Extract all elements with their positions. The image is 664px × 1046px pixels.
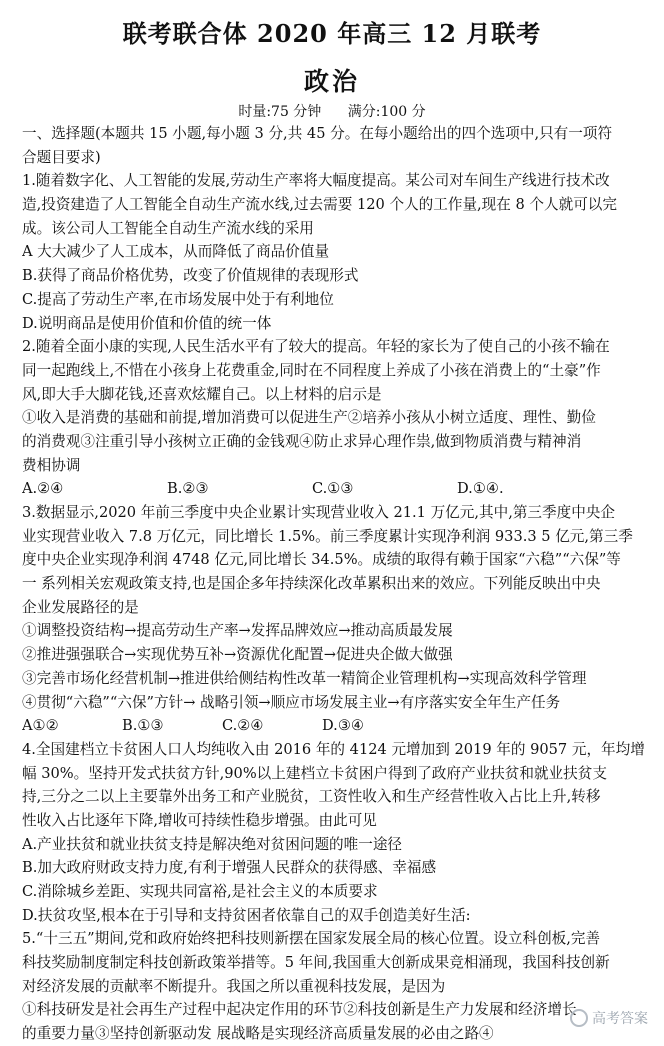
- time-limit: 时量:75 分钟: [238, 104, 322, 120]
- text-line: 科技奖励制度制定科技创新政策举措等。5 年间,我国重大创新成果竞相涌现，我国科技创新: [22, 954, 610, 972]
- statement-line: ④贯彻“六稳”“六保”方针→ 战略引领→顺应市场发展主业→有序落实安全年生产任务: [22, 693, 561, 711]
- question-4-stem: 4.全国建档立卡贫困人口人均纯收入由 2016 年的 4124 元增加到 2019 年的 9057 元，年均增: [22, 740, 645, 758]
- option-b: B.①③: [122, 717, 164, 735]
- watermark-text: 高考答案: [592, 1011, 648, 1027]
- option-c: C.②④: [222, 717, 264, 735]
- text-line: 业实现营业收入 7.8 万亿元，同比增长 1.5%。前三季度累计实现净利润 933.3 5 亿元,第三季: [22, 527, 633, 545]
- subject-title: 政治: [303, 67, 360, 96]
- question-3-stem: 3.数据显示,2020 年前三季度中央企业累计实现营业收入 21.1 万亿元,其中,第三季度中央企: [22, 504, 615, 521]
- option-b: B.加大政府财政支持力度,有利于增强人民群众的获得感、幸福感: [22, 859, 437, 877]
- text-line: 幅 30%。坚持开发式扶贫方针,90%以上建档立卡贫困户得到了政府产业扶贫和就业扶贫支: [22, 764, 607, 782]
- statement-line: ①收入是消费的基础和前提,增加消费可以促进生产②培养小孩从小树立适度、理性、勤俭: [22, 409, 596, 427]
- statement-line: ③完善市场化经营机制→推进供给侧结构性改革一精简企业管理机构→实现高效科学管理: [22, 669, 587, 687]
- full-score: 满分:100 分: [347, 104, 426, 120]
- option-d: D.①④.: [457, 480, 504, 498]
- section-heading: 一、选择题(本题共 15 小题,每小题 3 分,共 45 分。在每小题给出的四个选项中,只有一项符: [22, 125, 613, 142]
- text-line: 同一起跑线上,不惜在小孩身上花费重金,同时在不同程度上养成了小孩在消费上的“土豪”作: [22, 361, 601, 379]
- question-5-stem: 5.“十三五”期间,党和政府始终把科技则新摆在国家发展全局的核心位置。设立科创板,完善: [22, 930, 601, 948]
- text-line: 一 系列相关宏观政策支持,也是国企多年持续深化改革累积出来的效应。下列能反映出中央: [22, 575, 601, 593]
- question-2-stem: 2.随着全面小康的实现,人民生活水平有了较大的提高。年轻的家长为了使自己的小孩不输在: [22, 338, 610, 356]
- statement-line: ②推进强强联合→实现优势互补→资源优化配置→促进央企做大做强: [22, 646, 453, 664]
- option-b: B.②③: [167, 480, 209, 498]
- option-c: C.提高了劳动生产率,在市场发展中处于有利地位: [22, 290, 334, 308]
- question-2-options: [22, 477, 648, 501]
- watermark: [570, 1008, 648, 1028]
- statement-line: 费相协调: [22, 456, 81, 474]
- exam-title: 联考联合体 2020 年高三 12 月联考: [122, 19, 542, 48]
- wechat-icon: [570, 1009, 588, 1027]
- option-a: A①②: [22, 717, 59, 735]
- text-line: 度中央企业实现净利润 4748 亿元,同比增长 34.5%。成绩的取得有赖于国家“六稳”“六保”等: [22, 551, 621, 569]
- exam-content: [22, 122, 648, 1046]
- statement-line: ①科技研发是社会再生产过程中起决定作用的环节②科技创新是生产力发展和经济增长: [22, 1001, 577, 1019]
- text-line: 造,投资建造了人工智能全自动生产流水线,过去需要 120 个人的工作量,现在 8 个人就可以完: [22, 196, 617, 214]
- text-line: 合题目要求): [22, 148, 101, 166]
- text-line: 对经济发展的贡献率不断提升。我国之所以重视科技发展，是因为: [22, 977, 446, 995]
- option-c: C.消除城乡差距、实现共同富裕,是社会主义的本质要求: [22, 883, 378, 900]
- text-line: 持,三分之二以上主要靠外出务工和产业脱贫，工资性收入和生产经营性收入占比上升,转移: [22, 788, 601, 806]
- statement-line: ①调整投资结构→提高劳动生产率→发挥品牌效应→推动高质最发展: [22, 622, 453, 640]
- statement-line: 的重要力量③坚持创新驱动发 展战略是实现经济高质量发展的必由之路④: [22, 1025, 494, 1043]
- option-a: A.②④: [22, 480, 64, 498]
- option-a: A 大大减少了人工成本，从而降低了商品价值量: [22, 243, 330, 261]
- option-d: D.扶贫攻坚,根本在于引导和支持贫困者依靠自己的双手创造美好生活:: [22, 906, 471, 924]
- text-line: 成。该公司人工智能全自动生产流水线的采用: [22, 219, 314, 237]
- option-a: A.产业扶贫和就业扶贫支持是解决绝对贫困问题的唯一途径: [22, 835, 403, 853]
- text-line: 企业发展路径的是: [22, 598, 139, 616]
- statement-line: 的消费观③注重引导小孩树立正确的金钱观④防止求异心理作祟,做到物质消费与精神消: [22, 432, 582, 450]
- option-c: C.①③: [312, 480, 354, 498]
- question-1-stem: 1.随着数字化、人工智能的发展,劳动生产率将大幅度提高。某公司对车间生产线进行技术改: [22, 172, 610, 190]
- exam-meta: [0, 101, 664, 121]
- text-line: 性收入占比逐年下降,增收可持续性稳步增强。由此可见: [22, 811, 377, 829]
- option-d: D.说明商品是使用价值和价值的统一体: [22, 314, 272, 332]
- option-d: D.③④: [322, 717, 364, 735]
- question-3-options: [22, 714, 648, 738]
- option-b: B.获得了商品价格优势，改变了价值规律的表现形式: [22, 267, 359, 285]
- text-line: 风,即大手大脚花钱,还喜欢炫耀自己。以上材料的启示是: [22, 385, 382, 403]
